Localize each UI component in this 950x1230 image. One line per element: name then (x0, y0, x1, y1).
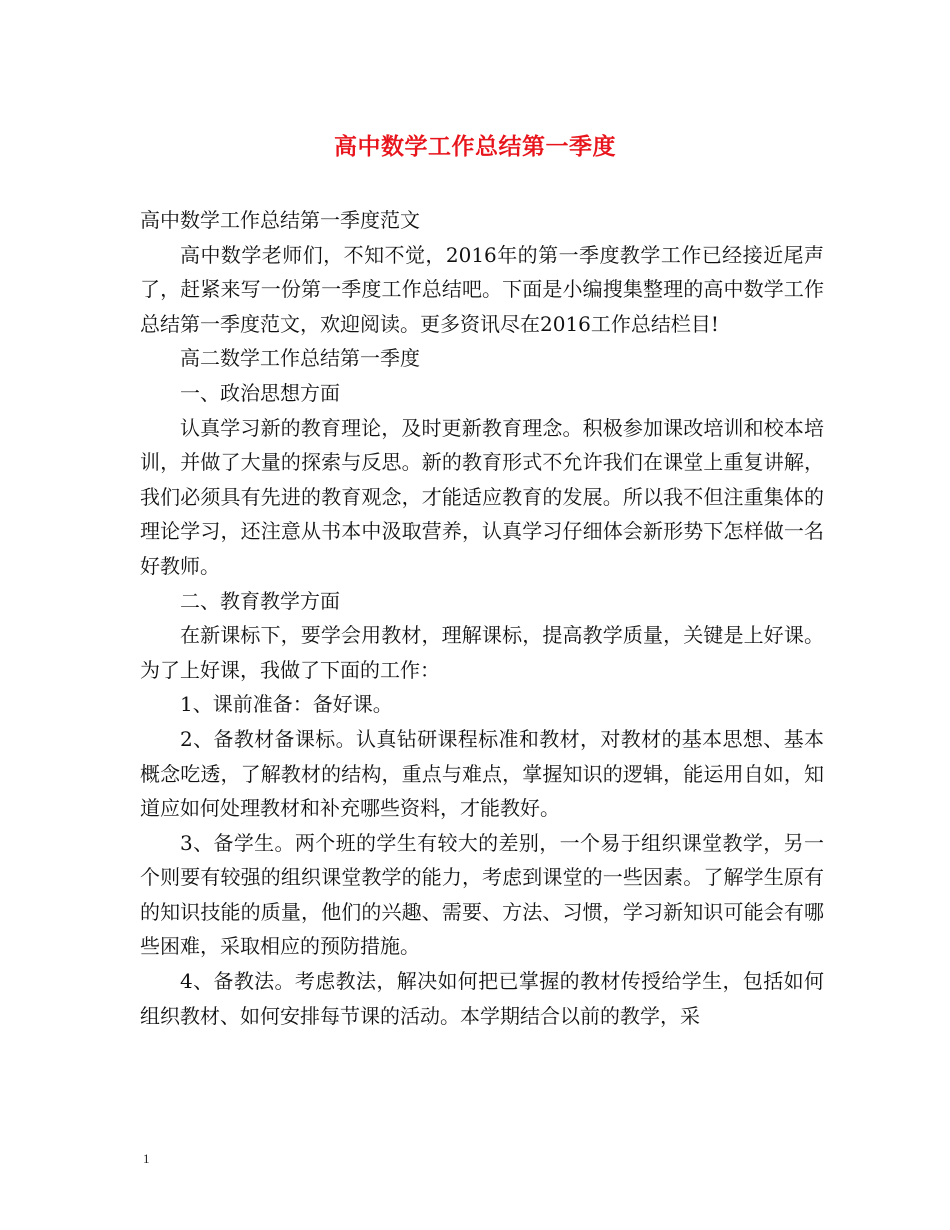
list-item: 2、备教材备课标。认真钻研课程标准和教材，对教材的基本思想、基本概念吃透，了解教材的结构，重点与难点，掌握知识的逻辑，能运用自如，知道应如何处理教材和补充哪些资料，才能教好。 (140, 726, 824, 821)
document-body (140, 203, 824, 1033)
section-heading: 二、教育教学方面 (180, 588, 340, 613)
list-item: 4、备教法。考虑教法，解决如何把已掌握的教材传授给学生，包括如何组织教材、如何安排每节课的活动。本学期结合以前的教学，采 (140, 969, 824, 1028)
paragraph: 认真学习新的教育理论，及时更新教育理念。积极参加课改培训和校本培训，并做了大量的探索与反思。新的教育形式不允许我们在课堂上重复讲解，我们必须具有先进的教育观念，才能适应教育的发展。所以我不但注重集体的理论学习，还注意从书本中汲取营养，认真学习仔细体会新形势下怎样做一名好教师。 (140, 415, 824, 578)
paragraph: 在新课标下，要学会用教材，理解课标，提高教学质量，关键是上好课。为了上好课，我做了下面的工作： (140, 623, 824, 682)
paragraph-intro: 高中数学老师们，不知不觉，2016年的第一季度教学工作已经接近尾声了，赶紧来写一份第一季度工作总结吧。下面是小编搜集整理的高中数学工作总结第一季度范文，欢迎阅读。更多资讯尽在2016工作总结栏目! (140, 242, 824, 336)
list-item: 3、备学生。两个班的学生有较大的差别，一个易于组织课堂教学，另一个则要有较强的组织课堂教学的能力，考虑到课堂的一些因素。了解学生原有的知识技能的质量，他们的兴趣、需要、方法、习惯，学习新知识可能会有哪些困难，采取相应的预防措施。 (140, 830, 824, 959)
section-heading: 高二数学工作总结第一季度 (180, 346, 420, 371)
page-number: 1 (143, 1151, 150, 1166)
section-heading: 一、政治思想方面 (180, 380, 340, 405)
document-title: 高中数学工作总结第一季度 (334, 133, 616, 160)
document-subtitle: 高中数学工作总结第一季度范文 (140, 208, 420, 232)
list-item: 1、课前准备：备好课。 (180, 692, 393, 717)
